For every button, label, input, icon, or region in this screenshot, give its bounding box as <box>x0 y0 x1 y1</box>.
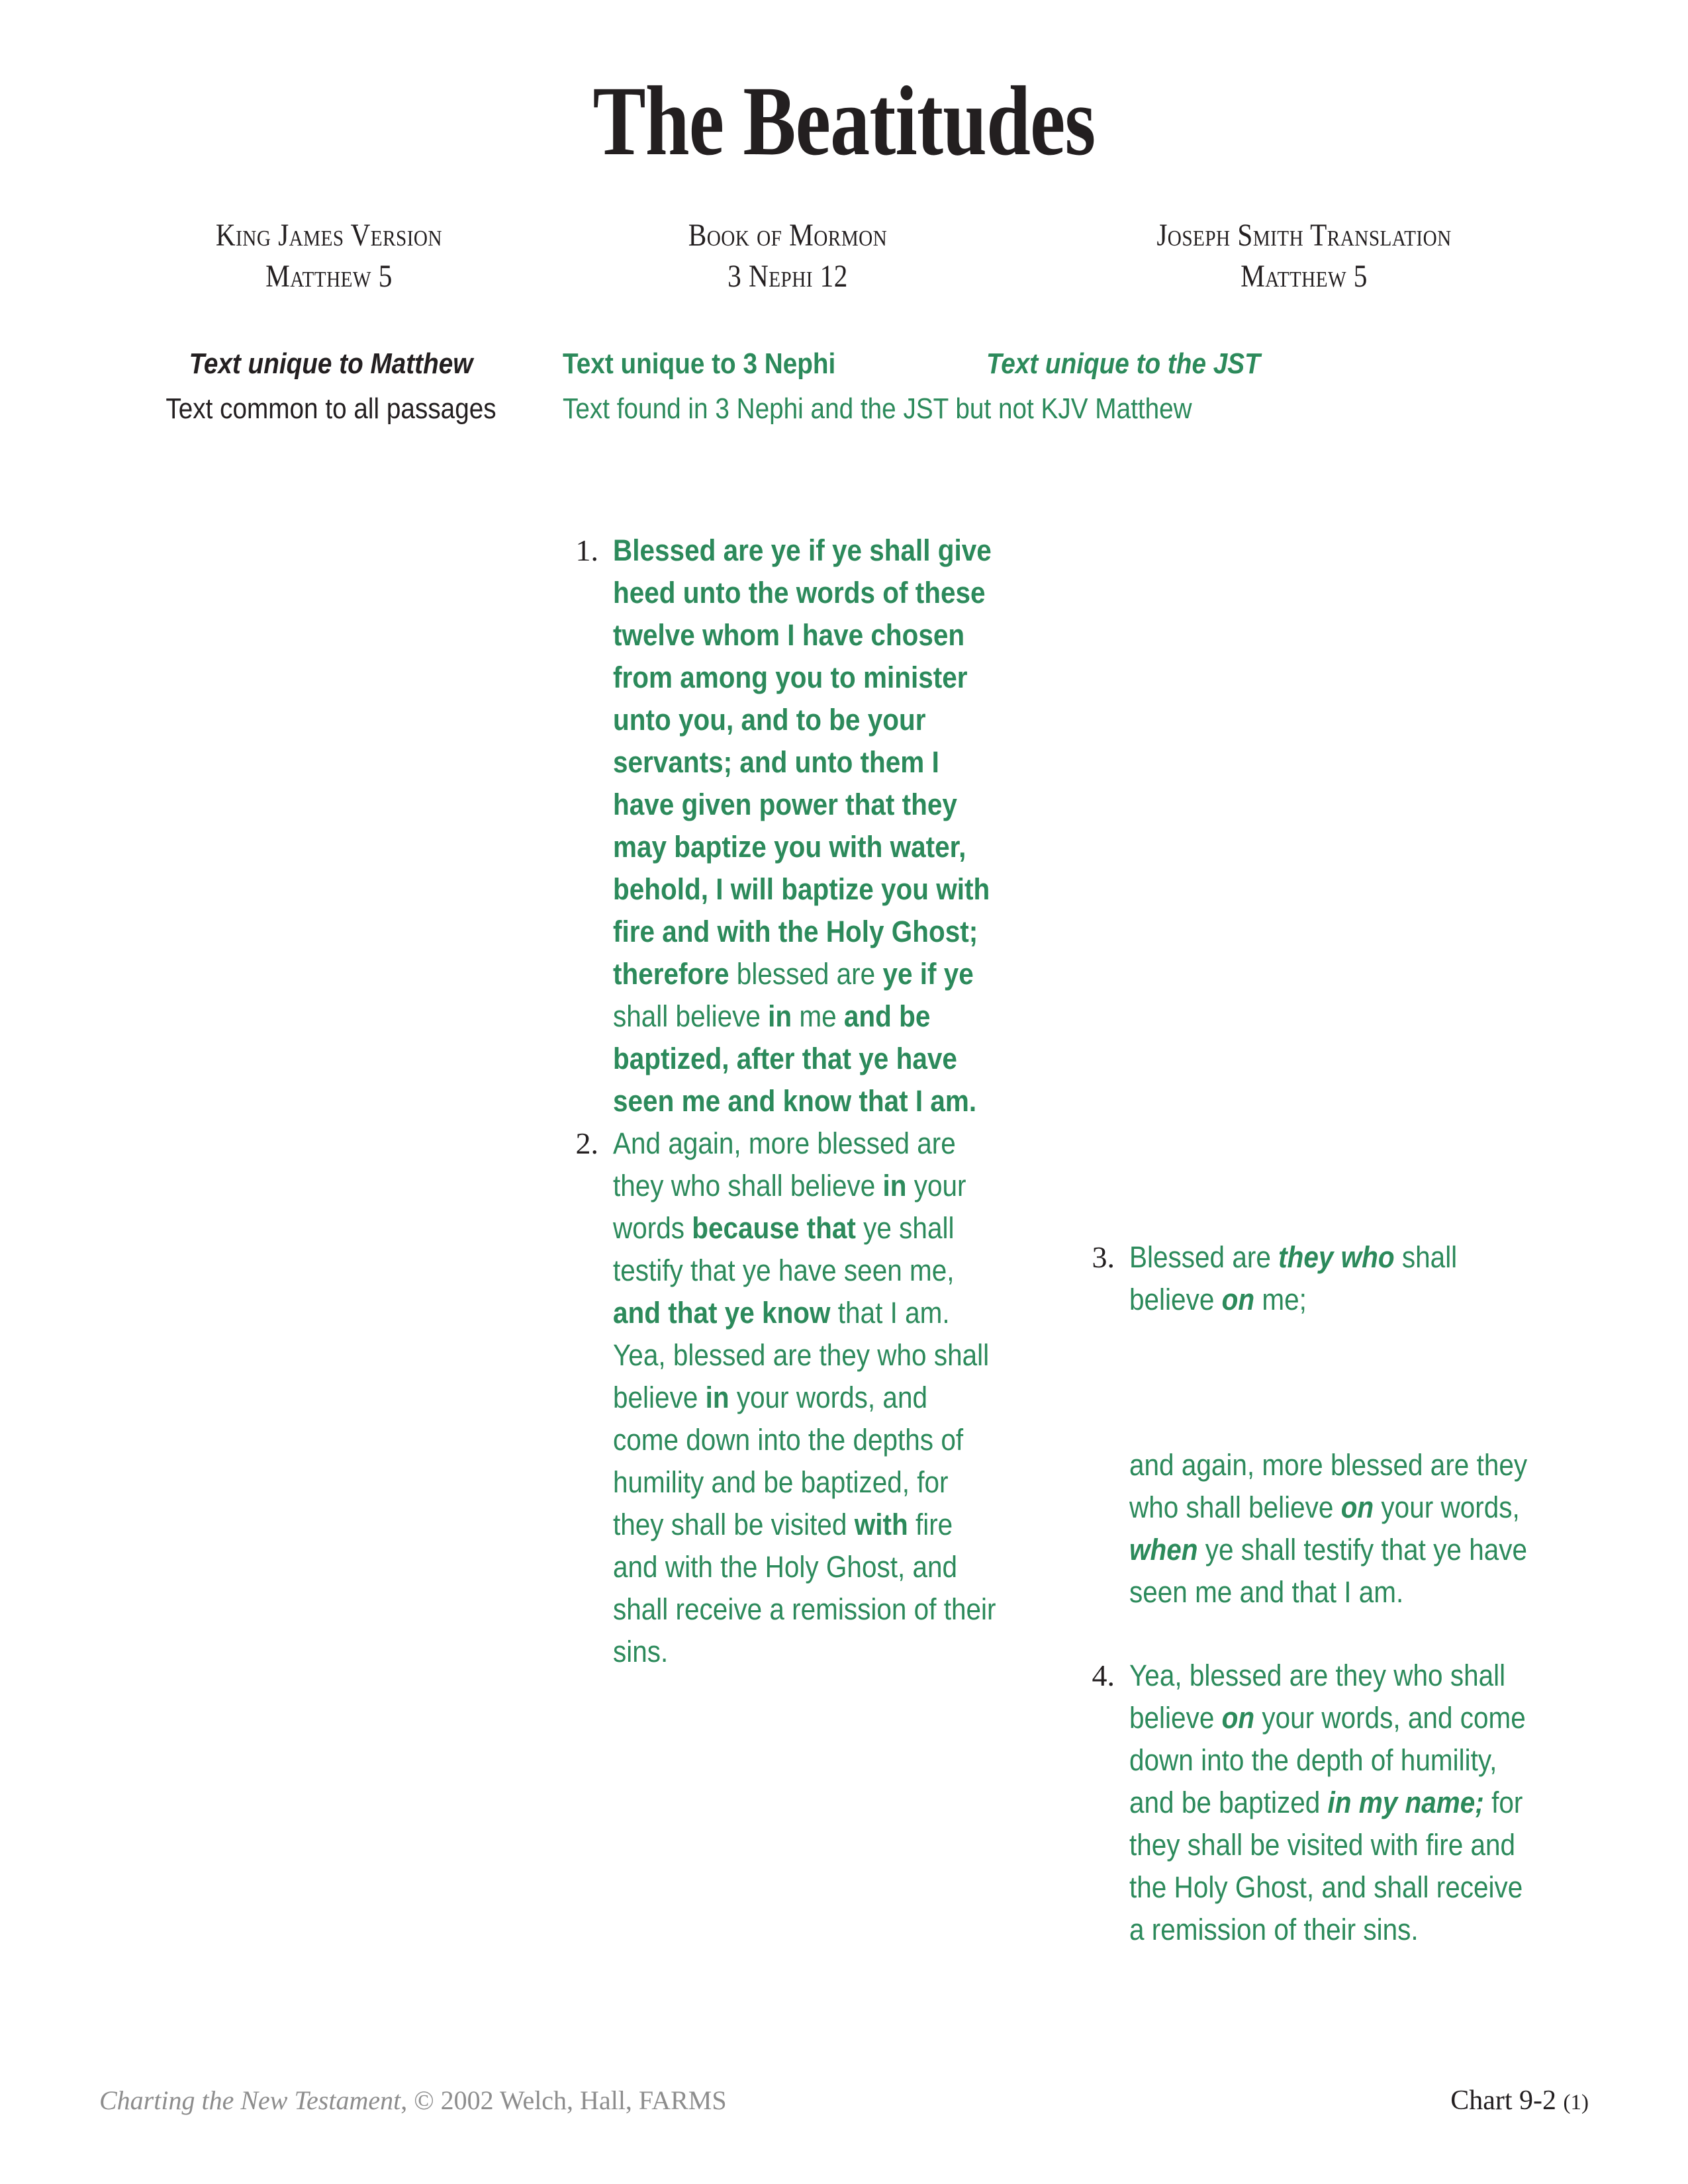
verse-number: 1. <box>575 533 598 567</box>
column-header-bom <box>556 215 1019 298</box>
text-run: when <box>1129 1533 1205 1567</box>
verse-text <box>1129 1655 1537 1951</box>
column-header-kjv-name: King James Version <box>215 218 442 253</box>
verse-item <box>563 1334 1039 1673</box>
column-header-kjv <box>99 215 556 298</box>
body-column-jst <box>1079 529 1582 1951</box>
body-column-bom <box>563 529 1039 1673</box>
text-run: fire and with the Holy Ghost, and shall receive a remission of their sins. <box>613 1508 996 1668</box>
legend-unique-jst: Text unique to the JST <box>986 347 1260 380</box>
page-title: The Beatitudes <box>592 66 1096 176</box>
footer-chart-label: Chart 9-2 <box>1450 2085 1557 2116</box>
verse-item <box>1079 1655 1582 1951</box>
text-run: Blessed are ye if ye shall give heed unto the words of these twelve whom I have chosen from among you to minister unto you, and to be your servants; and unto them I have given power that they may baptize you with water, behold, I will baptize you with fire and with the Holy Ghost; therefore <box>613 533 992 991</box>
text-run: me; <box>1262 1283 1307 1316</box>
verse-text <box>613 529 997 1122</box>
text-run: ye shall testify that ye have seen me, <box>613 1211 955 1287</box>
text-run: shall believe <box>1129 1240 1458 1316</box>
text-run: Blessed are <box>1129 1240 1279 1274</box>
verse-text <box>613 1334 997 1673</box>
verse-number: 3. <box>1092 1240 1115 1274</box>
text-run: your words <box>613 1169 966 1245</box>
text-run: because that <box>692 1211 864 1245</box>
legend-unique-3nephi: Text unique to 3 Nephi <box>563 347 836 380</box>
body-columns <box>99 529 1602 1951</box>
text-run: And again, more blessed are they who shall believe <box>613 1126 956 1203</box>
text-run: on <box>1340 1490 1382 1524</box>
footer-source-title: Charting the New Testament <box>99 2085 401 2115</box>
verse-item <box>563 529 1039 1122</box>
text-run: ye if ye <box>882 957 974 991</box>
footer-source <box>99 2085 727 2116</box>
verse-item <box>1079 1444 1582 1614</box>
footer-source-credit: , © 2002 Welch, Hall, FARMS <box>400 2085 727 2115</box>
column-header-bom-reference: 3 Nephi 12 <box>727 259 848 295</box>
verse-gap <box>1079 1614 1582 1655</box>
text-run: your words, and come down into the depths of humility and be baptized, for they shall be visited <box>613 1381 964 1541</box>
text-run: in <box>882 1169 914 1203</box>
text-run: Yea, blessed are they who shall believe <box>1129 1659 1506 1735</box>
text-run: for they shall be visited with fire and the Holy Ghost, and shall receive a remission of their sins. <box>1129 1786 1523 1946</box>
text-run: Yea, blessed are they who shall believe <box>613 1338 990 1414</box>
verse-gap <box>1079 1321 1582 1444</box>
legend-row-unique <box>99 349 1622 394</box>
text-run: with <box>854 1508 915 1541</box>
verse-number: 4. <box>1092 1659 1115 1692</box>
column-offset-spacer <box>1079 529 1582 1236</box>
text-run: they who <box>1278 1240 1402 1274</box>
footer-chart-number <box>1450 2085 1589 2116</box>
text-run: and be baptized, after that ye have seen me and know that I am. <box>613 999 977 1118</box>
column-headers <box>99 215 1589 298</box>
column-header-jst-name: Joseph Smith Translation <box>1156 218 1452 253</box>
column-header-bom-name: Book of Mormon <box>688 218 888 253</box>
text-run: blessed are <box>736 957 883 991</box>
legend <box>99 349 1622 439</box>
column-header-jst <box>1019 215 1589 298</box>
text-run: ye shall testify that ye have seen me and that I am. <box>1129 1533 1528 1609</box>
verse-text <box>1129 1236 1537 1321</box>
verse-number: 2. <box>575 1126 598 1160</box>
verse-item <box>563 1122 1039 1334</box>
text-run: in <box>705 1381 737 1414</box>
legend-row-common <box>99 394 1622 439</box>
column-header-jst-reference: Matthew 5 <box>1241 259 1368 295</box>
text-run: that I am. <box>837 1296 950 1330</box>
text-run: your words, and come down into the depth of humility, and be baptized <box>1129 1701 1526 1819</box>
page-footer <box>99 2085 1589 2116</box>
legend-common-nephi-jst: Text found in 3 Nephi and the JST but not KJV Matthew <box>563 392 1192 425</box>
text-run: on <box>1221 1701 1262 1735</box>
verse-text <box>613 1122 997 1334</box>
text-run: your words, <box>1381 1490 1520 1524</box>
footer-chart-suffix: (1) <box>1563 2091 1589 2115</box>
text-run: shall believe <box>613 999 769 1033</box>
text-run: in my name; <box>1327 1786 1492 1819</box>
verse-text <box>1129 1444 1537 1614</box>
legend-unique-matthew: Text unique to Matthew <box>189 347 473 380</box>
text-run: in <box>768 999 800 1033</box>
legend-common-all: Text common to all passages <box>165 392 496 425</box>
text-run: on <box>1221 1283 1262 1316</box>
text-run: me <box>799 999 844 1033</box>
column-header-kjv-reference: Matthew 5 <box>265 259 393 295</box>
text-run: and again, more blessed are they who shall believe <box>1129 1448 1528 1524</box>
verse-item <box>1079 1236 1582 1321</box>
text-run: and that ye know <box>613 1296 838 1330</box>
